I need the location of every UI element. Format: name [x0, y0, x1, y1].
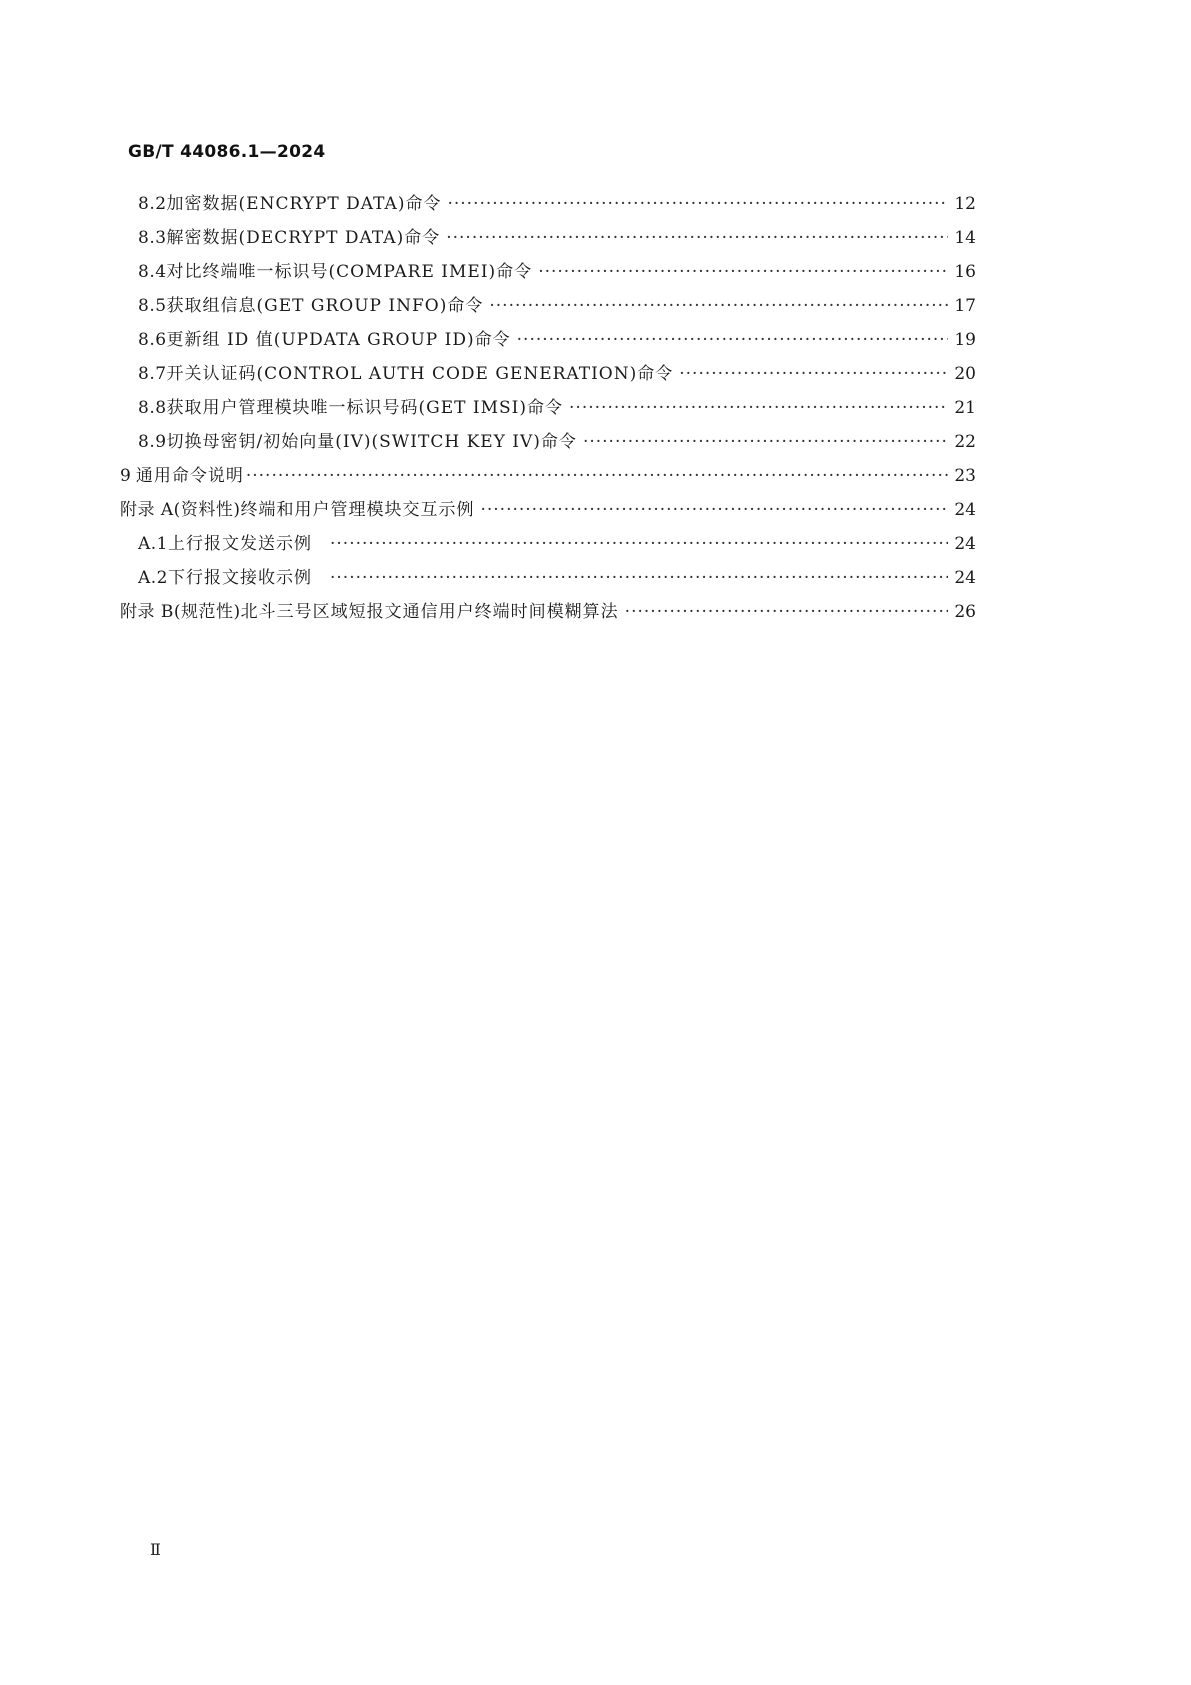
toc-entry-a-2[interactable]: [138, 564, 976, 592]
toc-entry-page: 24: [954, 500, 976, 520]
dot-leader: [583, 428, 948, 456]
toc-entry-number: 8.4: [138, 262, 167, 282]
toc-entry-page: 14: [954, 228, 976, 248]
toc-entry-page: 24: [954, 568, 976, 588]
toc-entry-title: 下行报文接收示例: [168, 568, 312, 588]
toc-entry-title: 上行报文发送示例: [168, 534, 312, 554]
toc-entry-page: 17: [954, 296, 976, 316]
toc-entry-title: 获取组信息(GET GROUP INFO)命令: [166, 296, 484, 316]
toc-entry-number: 附录 A(资料性): [120, 500, 241, 520]
toc-entry-number: A.1: [138, 534, 168, 554]
dot-leader: [246, 462, 949, 490]
toc-entry-8-4[interactable]: [138, 258, 976, 286]
toc-entry-title: 获取用户管理模块唯一标识号码(GET IMSI)命令: [166, 398, 564, 418]
toc-entry-8-7[interactable]: [138, 360, 976, 388]
toc-entry-title: 加密数据(ENCRYPT DATA)命令: [166, 194, 442, 214]
toc-entry-page: 24: [954, 534, 976, 554]
toc-entry-page: 12: [954, 194, 976, 214]
dot-leader: [625, 598, 949, 626]
toc-entry-title: 对比终端唯一标识号(COMPARE IMEI)命令: [166, 262, 533, 282]
dot-leader: [569, 394, 948, 422]
dot-leader: [330, 530, 948, 558]
toc-entry-8-5[interactable]: [138, 292, 976, 320]
toc-entry-number: 8.7: [138, 364, 167, 384]
toc-entry-number: 8.2: [138, 194, 167, 214]
toc-entry-title: 更新组 ID 值(UPDATA GROUP ID)命令: [166, 330, 511, 350]
toc-entry-8-8[interactable]: [138, 394, 976, 422]
dot-leader: [446, 224, 948, 252]
toc-entry-page: 21: [954, 398, 976, 418]
toc-entry-title: 北斗三号区域短报文通信用户终端时间模糊算法: [240, 602, 619, 622]
toc-entry-number: 8.9: [138, 432, 167, 452]
dot-leader: [517, 326, 949, 354]
toc-entry-number: 8.8: [138, 398, 167, 418]
dot-leader: [480, 496, 948, 524]
dot-leader: [447, 190, 948, 218]
dot-leader: [489, 292, 948, 320]
toc-entry-8-6[interactable]: [138, 326, 976, 354]
toc-entry-appendix-b[interactable]: [120, 598, 976, 626]
toc-entry-title: 终端和用户管理模块交互示例: [240, 500, 475, 520]
toc-entry-page: 16: [954, 262, 976, 282]
toc-entry-9[interactable]: [120, 462, 976, 490]
toc-entry-page: 20: [954, 364, 976, 384]
toc-entry-8-2[interactable]: [138, 190, 976, 218]
toc-entry-a-1[interactable]: [138, 530, 976, 558]
toc-entry-appendix-a[interactable]: [120, 496, 976, 524]
toc-entry-number: 附录 B(规范性): [120, 602, 241, 622]
toc-entry-8-3[interactable]: [138, 224, 976, 252]
toc-entry-page: 23: [954, 466, 976, 486]
toc-entry-number: 8.6: [138, 330, 167, 350]
toc-entry-number: 8.5: [138, 296, 167, 316]
toc-entry-page: 26: [954, 602, 976, 622]
toc-entry-title: 解密数据(DECRYPT DATA)命令: [166, 228, 441, 248]
toc-entry-8-9[interactable]: [138, 428, 976, 456]
toc-entry-number: 8.3: [138, 228, 167, 248]
toc-entry-number: A.2: [138, 568, 168, 588]
toc-entry-number: 9: [120, 466, 132, 486]
standard-number-header: GB/T 44086.1—2024: [128, 142, 326, 162]
toc-entry-page: 22: [954, 432, 976, 452]
toc-entry-title: 通用命令说明: [135, 466, 244, 486]
dot-leader: [679, 360, 948, 388]
toc-entry-title: 切换母密钥/初始向量(IV)(SWITCH KEY IV)命令: [166, 432, 577, 452]
toc-entry-title: 开关认证码(CONTROL AUTH CODE GENERATION)命令: [166, 364, 674, 384]
toc-entry-page: 19: [954, 330, 976, 350]
dot-leader: [330, 564, 948, 592]
dot-leader: [538, 258, 948, 286]
page-number: Ⅱ: [150, 1540, 161, 1559]
